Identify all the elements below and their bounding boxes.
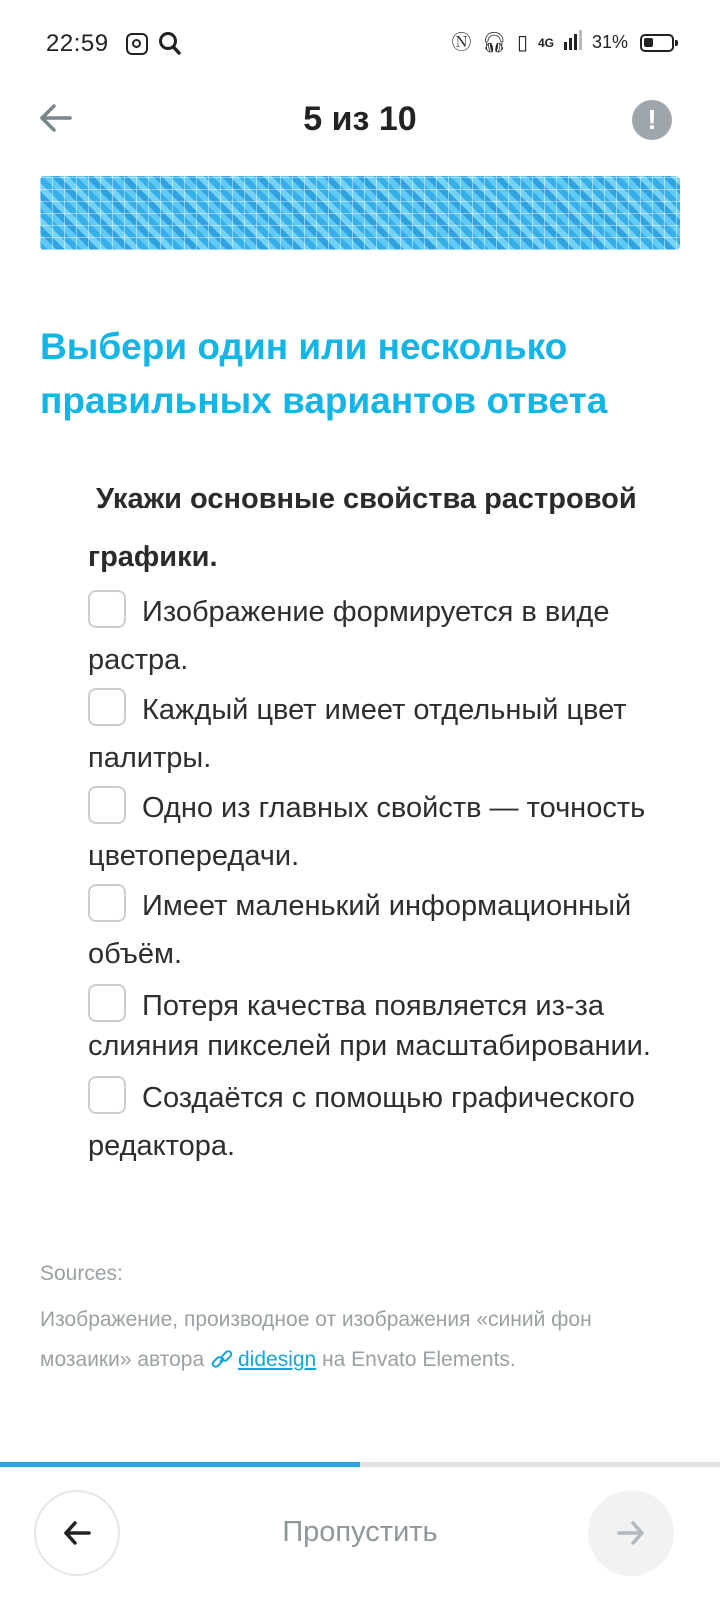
answer-option[interactable] — [88, 980, 688, 1066]
answer-option[interactable] — [88, 588, 688, 684]
option-label: Одно из главных свойств — точность цветопередачи. — [88, 792, 646, 872]
network-type: 4G — [537, 35, 554, 50]
answer-option[interactable] — [88, 882, 688, 978]
search-icon — [158, 31, 182, 62]
signal-icon — [564, 30, 582, 55]
next-button[interactable] — [588, 1490, 674, 1576]
checkbox[interactable] — [88, 884, 126, 922]
vibrate-icon: ▯ — [516, 31, 528, 54]
checkbox[interactable] — [88, 786, 126, 824]
sources-text — [40, 1300, 680, 1384]
instagram-icon — [126, 33, 148, 55]
answer-option[interactable] — [88, 686, 688, 782]
headphones-icon: 🎧︎ — [481, 31, 507, 54]
checkbox[interactable] — [88, 688, 126, 726]
nfc-icon: Ⓝ — [451, 31, 472, 54]
skip-button[interactable]: Пропустить — [282, 1516, 438, 1548]
instruction-heading: Выбери один или несколько правильных вариантов ответа — [40, 326, 608, 421]
progress-fill — [0, 1462, 360, 1467]
checkbox[interactable] — [88, 1076, 126, 1114]
progress-bar — [0, 1462, 720, 1467]
arrow-right-icon — [616, 1520, 646, 1546]
link-icon — [210, 1344, 234, 1384]
sources-text-after: на Envato Elements. — [316, 1348, 516, 1371]
sources-label: Sources: — [40, 1262, 123, 1285]
answer-option[interactable] — [88, 1074, 688, 1170]
checkbox[interactable] — [88, 984, 126, 1022]
question-text: Укажи основные свойства растровой графики. — [88, 483, 637, 573]
sources-text-before: Изображение, производное от изображения «синий фон мозаики» автора — [40, 1308, 592, 1371]
status-bar — [0, 0, 720, 88]
battery-percent: 31% — [591, 32, 628, 52]
option-label: Каждый цвет имеет отдельный цвет палитры. — [88, 694, 627, 774]
status-icons — [452, 30, 674, 55]
option-label: Создаётся с помощью графического редактора. — [88, 1082, 635, 1162]
report-button[interactable] — [632, 100, 672, 140]
checkbox[interactable] — [88, 590, 126, 628]
answer-options — [88, 588, 688, 1172]
author-link[interactable]: didesign — [237, 1348, 317, 1371]
answer-option[interactable] — [88, 784, 688, 880]
option-label: Изображение формируется в виде растра. — [88, 596, 610, 676]
exclamation-icon: ! — [647, 104, 657, 135]
mosaic-banner-image — [40, 176, 680, 250]
option-label: Потеря качества появляется из-за слияния пикселей при масштабировании. — [88, 990, 651, 1062]
status-time: 22:59 — [46, 30, 109, 57]
battery-icon — [640, 34, 674, 52]
page-title: 5 из 10 — [303, 100, 417, 138]
option-label: Имеет маленький информационный объём. — [88, 890, 632, 970]
